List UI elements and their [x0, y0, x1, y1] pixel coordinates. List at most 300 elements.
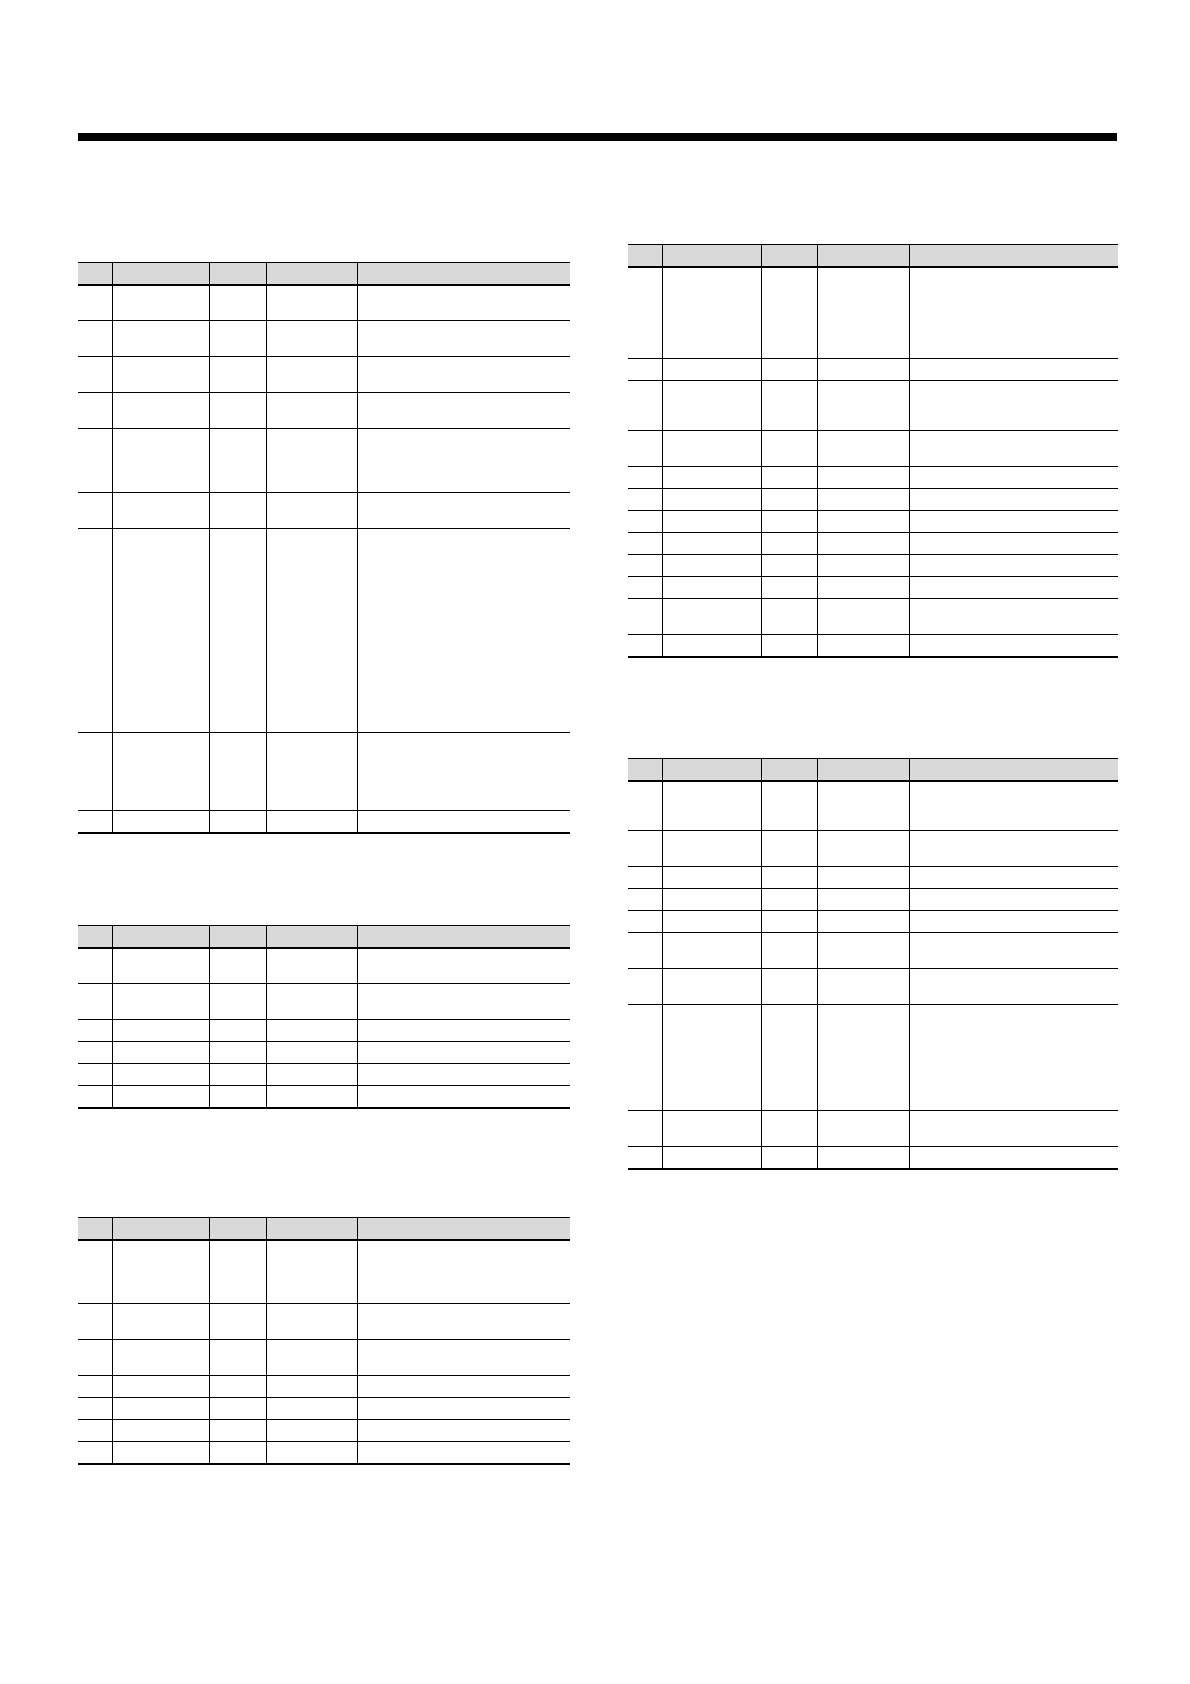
- table-cell: [266, 811, 357, 833]
- table-cell: [209, 1042, 266, 1064]
- table-cell: [817, 889, 909, 911]
- table-row: [628, 467, 1118, 489]
- table-cell: [112, 429, 209, 493]
- table-row: [628, 1111, 1118, 1147]
- column-header: [761, 245, 817, 267]
- table-cell: [817, 933, 909, 969]
- table-cell: [209, 429, 266, 493]
- table-cell: [761, 867, 817, 889]
- table-header-row: [78, 926, 570, 948]
- table-cell: [209, 1420, 266, 1442]
- table-cell: [909, 489, 1118, 511]
- table-cell: [266, 1042, 357, 1064]
- table-cell: [78, 321, 112, 357]
- table-cell: [266, 1304, 357, 1340]
- table-cell: [909, 1111, 1118, 1147]
- table-row: [78, 1086, 570, 1108]
- table-cell: [761, 969, 817, 1005]
- table-cell: [628, 911, 662, 933]
- table-cell: [817, 577, 909, 599]
- table-cell: [662, 635, 761, 657]
- table-cell: [357, 1340, 570, 1376]
- table-cell: [817, 533, 909, 555]
- table-cell: [909, 889, 1118, 911]
- table-row: [78, 1442, 570, 1464]
- table-cell: [357, 1304, 570, 1340]
- table-cell: [628, 1111, 662, 1147]
- table-row: [78, 948, 570, 984]
- table-cell: [628, 577, 662, 599]
- table-row: [78, 321, 570, 357]
- table-cell: [78, 1020, 112, 1042]
- table-cell: [909, 431, 1118, 467]
- table-cell: [909, 511, 1118, 533]
- table-cell: [662, 933, 761, 969]
- left-table-1: [78, 262, 570, 834]
- table-cell: [628, 359, 662, 381]
- table-cell: [209, 1398, 266, 1420]
- table-cell: [761, 267, 817, 359]
- table-cell: [761, 1147, 817, 1169]
- table-row: [628, 781, 1118, 831]
- table-cell: [112, 1020, 209, 1042]
- table-cell: [78, 393, 112, 429]
- column-header: [112, 263, 209, 285]
- table-cell: [817, 635, 909, 657]
- table-cell: [817, 911, 909, 933]
- table-row: [628, 489, 1118, 511]
- table-cell: [909, 467, 1118, 489]
- table-row: [78, 493, 570, 529]
- table-row: [628, 599, 1118, 635]
- table-cell: [817, 555, 909, 577]
- table-cell: [209, 493, 266, 529]
- table-cell: [209, 321, 266, 357]
- table-cell: [357, 1376, 570, 1398]
- table-cell: [78, 811, 112, 833]
- table-row: [78, 1420, 570, 1442]
- table-row: [78, 393, 570, 429]
- table-cell: [78, 529, 112, 733]
- table-row: [78, 285, 570, 321]
- column-header: [357, 1218, 570, 1240]
- table-cell: [357, 733, 570, 811]
- left-table-3: [78, 1217, 570, 1465]
- left-table-2: [78, 925, 570, 1109]
- table-cell: [78, 984, 112, 1020]
- table-cell: [662, 1111, 761, 1147]
- table-cell: [112, 1064, 209, 1086]
- table-cell: [761, 781, 817, 831]
- table-cell: [357, 393, 570, 429]
- table-row: [628, 533, 1118, 555]
- column-header: [112, 1218, 209, 1240]
- table-row: [628, 1147, 1118, 1169]
- table-header-row: [628, 759, 1118, 781]
- table-cell: [662, 911, 761, 933]
- table-cell: [909, 867, 1118, 889]
- table-row: [628, 381, 1118, 431]
- table-cell: [761, 933, 817, 969]
- table-cell: [112, 1376, 209, 1398]
- table-cell: [761, 533, 817, 555]
- table-cell: [112, 1442, 209, 1464]
- table-cell: [209, 1064, 266, 1086]
- table-cell: [662, 781, 761, 831]
- table-cell: [112, 1086, 209, 1108]
- column-header: [761, 759, 817, 781]
- table-cell: [761, 889, 817, 911]
- table-cell: [78, 285, 112, 321]
- table-cell: [266, 285, 357, 321]
- table-row: [78, 529, 570, 733]
- table-cell: [761, 911, 817, 933]
- table-cell: [266, 948, 357, 984]
- column-header: [628, 759, 662, 781]
- table-cell: [628, 511, 662, 533]
- table-cell: [909, 267, 1118, 359]
- table-cell: [662, 489, 761, 511]
- table-cell: [357, 1020, 570, 1042]
- table-row: [78, 1020, 570, 1042]
- table-cell: [662, 831, 761, 867]
- table-cell: [761, 511, 817, 533]
- table-cell: [662, 555, 761, 577]
- table-cell: [817, 267, 909, 359]
- column-header: [909, 245, 1118, 267]
- table-cell: [628, 489, 662, 511]
- table-cell: [357, 429, 570, 493]
- table-cell: [761, 1111, 817, 1147]
- column-header: [266, 1218, 357, 1240]
- table-cell: [266, 493, 357, 529]
- table-row: [78, 429, 570, 493]
- table-cell: [266, 529, 357, 733]
- table-row: [628, 267, 1118, 359]
- table-cell: [78, 1420, 112, 1442]
- table-cell: [662, 267, 761, 359]
- table-cell: [209, 357, 266, 393]
- table-cell: [78, 1376, 112, 1398]
- table-cell: [78, 1064, 112, 1086]
- table-cell: [357, 1086, 570, 1108]
- table-cell: [817, 1147, 909, 1169]
- table-cell: [209, 529, 266, 733]
- table-row: [78, 1340, 570, 1376]
- table-cell: [357, 948, 570, 984]
- table-cell: [209, 984, 266, 1020]
- table-cell: [266, 984, 357, 1020]
- table-cell: [112, 1398, 209, 1420]
- table-header-row: [628, 245, 1118, 267]
- table-row: [628, 867, 1118, 889]
- table-cell: [112, 1420, 209, 1442]
- table-cell: [357, 1420, 570, 1442]
- table-cell: [628, 933, 662, 969]
- table-cell: [817, 511, 909, 533]
- table-cell: [112, 357, 209, 393]
- table-cell: [209, 393, 266, 429]
- table-cell: [761, 577, 817, 599]
- table-cell: [662, 599, 761, 635]
- table-cell: [112, 393, 209, 429]
- table-cell: [628, 533, 662, 555]
- table-cell: [662, 577, 761, 599]
- table-cell: [628, 599, 662, 635]
- table-cell: [761, 1005, 817, 1111]
- table-cell: [78, 1086, 112, 1108]
- table-cell: [112, 1304, 209, 1340]
- table-cell: [112, 1240, 209, 1304]
- table-cell: [909, 969, 1118, 1005]
- table-cell: [357, 357, 570, 393]
- table-cell: [266, 1398, 357, 1420]
- table-cell: [817, 467, 909, 489]
- table-cell: [266, 1086, 357, 1108]
- table-cell: [357, 493, 570, 529]
- table-cell: [209, 1240, 266, 1304]
- table-cell: [662, 431, 761, 467]
- table-cell: [266, 357, 357, 393]
- table-cell: [357, 285, 570, 321]
- right-table-2: [628, 758, 1118, 1170]
- table-cell: [266, 393, 357, 429]
- table-row: [628, 511, 1118, 533]
- table-cell: [78, 1398, 112, 1420]
- table-cell: [909, 359, 1118, 381]
- column-header: [357, 263, 570, 285]
- table-cell: [357, 321, 570, 357]
- table-cell: [112, 493, 209, 529]
- table-cell: [112, 948, 209, 984]
- table-cell: [817, 781, 909, 831]
- table-cell: [78, 357, 112, 393]
- column-header: [78, 926, 112, 948]
- table-row: [628, 1005, 1118, 1111]
- table-cell: [761, 467, 817, 489]
- table-row: [78, 1304, 570, 1340]
- table-cell: [909, 635, 1118, 657]
- table-cell: [761, 359, 817, 381]
- table-row: [78, 1064, 570, 1086]
- table-row: [628, 831, 1118, 867]
- table-cell: [112, 984, 209, 1020]
- right-table-1: [628, 244, 1118, 658]
- column-header: [266, 926, 357, 948]
- table-cell: [266, 1376, 357, 1398]
- table-cell: [78, 1442, 112, 1464]
- table-cell: [662, 867, 761, 889]
- table-cell: [266, 1442, 357, 1464]
- table-cell: [266, 1240, 357, 1304]
- table-cell: [357, 1240, 570, 1304]
- table-cell: [357, 1442, 570, 1464]
- table-cell: [78, 1304, 112, 1340]
- table-cell: [209, 1304, 266, 1340]
- column-header: [662, 759, 761, 781]
- table-cell: [266, 1340, 357, 1376]
- table-row: [628, 555, 1118, 577]
- table-row: [78, 1240, 570, 1304]
- table-row: [628, 359, 1118, 381]
- column-header: [817, 245, 909, 267]
- table-cell: [78, 1240, 112, 1304]
- table-cell: [78, 1042, 112, 1064]
- table-cell: [817, 831, 909, 867]
- column-header: [112, 926, 209, 948]
- table-cell: [112, 1340, 209, 1376]
- table-cell: [662, 1147, 761, 1169]
- table-cell: [817, 381, 909, 431]
- table-cell: [78, 493, 112, 529]
- table-cell: [817, 599, 909, 635]
- table-cell: [662, 889, 761, 911]
- table-row: [628, 911, 1118, 933]
- table-cell: [662, 359, 761, 381]
- column-header: [357, 926, 570, 948]
- table-cell: [209, 1442, 266, 1464]
- table-row: [628, 889, 1118, 911]
- table-cell: [662, 381, 761, 431]
- table-cell: [628, 555, 662, 577]
- column-header: [209, 1218, 266, 1240]
- table-row: [78, 357, 570, 393]
- table-cell: [209, 1020, 266, 1042]
- table-cell: [209, 1086, 266, 1108]
- table-cell: [628, 1147, 662, 1169]
- table-cell: [761, 635, 817, 657]
- table-cell: [761, 555, 817, 577]
- table-cell: [817, 867, 909, 889]
- table-cell: [662, 1005, 761, 1111]
- table-cell: [209, 285, 266, 321]
- table-cell: [628, 431, 662, 467]
- table-cell: [266, 1064, 357, 1086]
- table-cell: [909, 555, 1118, 577]
- table-cell: [761, 489, 817, 511]
- table-cell: [909, 1005, 1118, 1111]
- column-header: [662, 245, 761, 267]
- table-cell: [266, 1420, 357, 1442]
- table-cell: [817, 489, 909, 511]
- column-header: [817, 759, 909, 781]
- table-cell: [909, 1147, 1118, 1169]
- table-row: [78, 1398, 570, 1420]
- column-header: [266, 263, 357, 285]
- table-cell: [357, 984, 570, 1020]
- table-cell: [662, 511, 761, 533]
- table-cell: [266, 733, 357, 811]
- table-row: [628, 969, 1118, 1005]
- table-cell: [817, 1111, 909, 1147]
- table-cell: [817, 431, 909, 467]
- table-row: [78, 1376, 570, 1398]
- column-header: [909, 759, 1118, 781]
- table-cell: [78, 1340, 112, 1376]
- table-cell: [78, 733, 112, 811]
- table-cell: [78, 948, 112, 984]
- table-row: [628, 431, 1118, 467]
- table-cell: [761, 431, 817, 467]
- table-cell: [909, 781, 1118, 831]
- table-row: [628, 933, 1118, 969]
- table-cell: [357, 811, 570, 833]
- table-cell: [112, 1042, 209, 1064]
- table-cell: [817, 359, 909, 381]
- table-cell: [357, 1398, 570, 1420]
- table-cell: [628, 969, 662, 1005]
- table-cell: [628, 867, 662, 889]
- top-heavy-rule: [78, 133, 1117, 141]
- table-cell: [909, 933, 1118, 969]
- table-row: [628, 635, 1118, 657]
- table-cell: [112, 285, 209, 321]
- column-header: [209, 926, 266, 948]
- table-cell: [909, 831, 1118, 867]
- table-cell: [817, 1005, 909, 1111]
- table-row: [78, 1042, 570, 1064]
- table-cell: [909, 577, 1118, 599]
- table-cell: [209, 948, 266, 984]
- column-header: [628, 245, 662, 267]
- column-header: [78, 1218, 112, 1240]
- table-row: [628, 577, 1118, 599]
- table-cell: [628, 267, 662, 359]
- table-cell: [909, 599, 1118, 635]
- table-header-row: [78, 1218, 570, 1240]
- table-cell: [209, 1340, 266, 1376]
- table-cell: [209, 811, 266, 833]
- table-cell: [357, 1042, 570, 1064]
- table-cell: [357, 529, 570, 733]
- table-cell: [761, 831, 817, 867]
- table-cell: [112, 811, 209, 833]
- table-cell: [266, 1020, 357, 1042]
- table-cell: [628, 381, 662, 431]
- table-row: [78, 811, 570, 833]
- table-cell: [112, 529, 209, 733]
- table-cell: [909, 911, 1118, 933]
- table-cell: [628, 635, 662, 657]
- table-cell: [628, 467, 662, 489]
- table-cell: [909, 533, 1118, 555]
- table-cell: [817, 969, 909, 1005]
- column-header: [78, 263, 112, 285]
- table-cell: [628, 831, 662, 867]
- table-row: [78, 984, 570, 1020]
- table-cell: [909, 381, 1118, 431]
- table-cell: [662, 533, 761, 555]
- table-cell: [78, 429, 112, 493]
- table-cell: [628, 1005, 662, 1111]
- table-cell: [266, 429, 357, 493]
- table-cell: [662, 467, 761, 489]
- table-row: [78, 733, 570, 811]
- table-header-row: [78, 263, 570, 285]
- table-cell: [662, 969, 761, 1005]
- table-cell: [209, 733, 266, 811]
- table-cell: [266, 321, 357, 357]
- table-cell: [628, 889, 662, 911]
- column-header: [209, 263, 266, 285]
- table-cell: [112, 321, 209, 357]
- table-cell: [357, 1064, 570, 1086]
- table-cell: [209, 1376, 266, 1398]
- table-cell: [761, 599, 817, 635]
- table-cell: [628, 781, 662, 831]
- table-cell: [761, 381, 817, 431]
- table-cell: [112, 733, 209, 811]
